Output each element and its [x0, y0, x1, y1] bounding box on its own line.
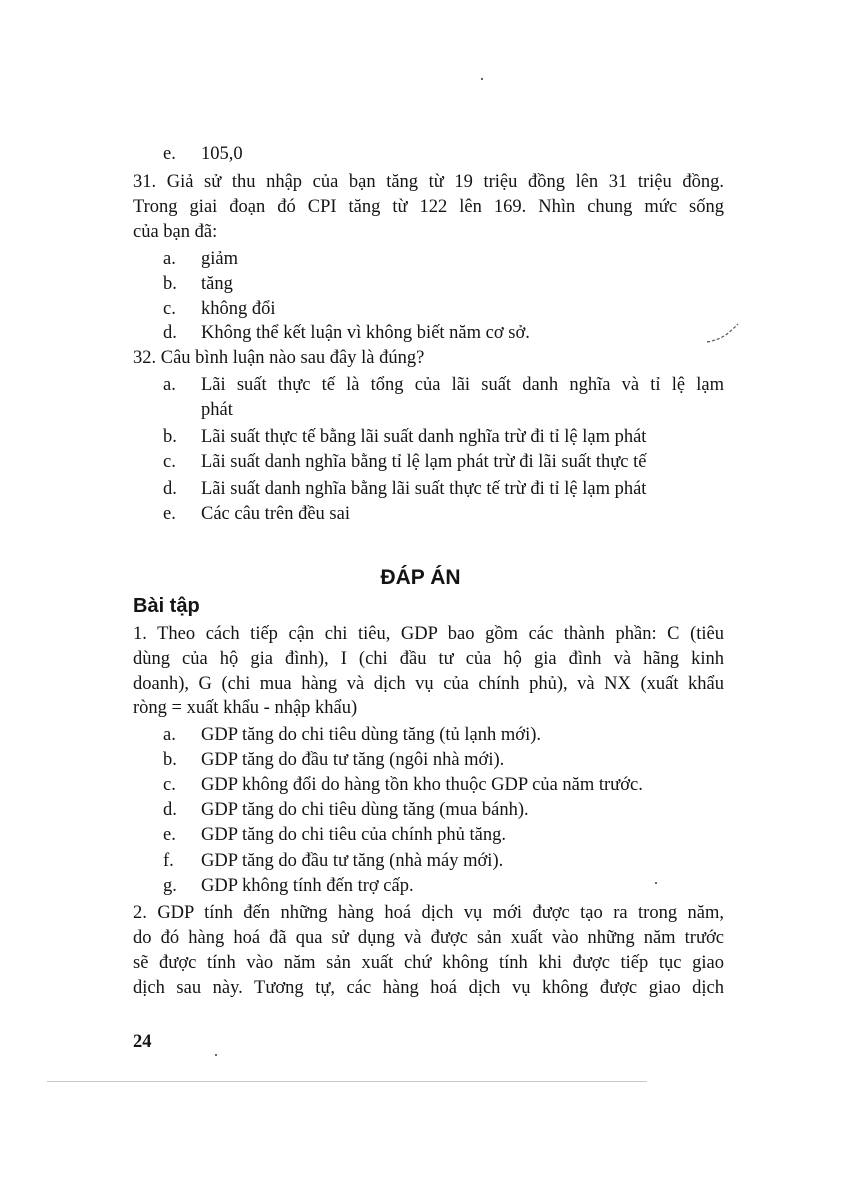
option-label: d.	[163, 323, 177, 343]
option-e-line	[163, 142, 243, 166]
item-text: GDP tăng do đầu tư tăng (nhà máy mới).	[201, 851, 504, 871]
answer-2-line-2: do đó hàng hoá đã qua sử dụng và được sản xuất vào những năm trước	[133, 928, 724, 948]
q32-option-a-continuation: phát	[201, 400, 233, 420]
item-text: GDP không đổi do hàng tồn kho thuộc GDP của năm trước.	[201, 775, 643, 795]
option-text: Lãi suất thực tế bằng lãi suất danh nghĩa trừ đi tỉ lệ lạm phát	[201, 427, 647, 447]
question-32-text: 32. Câu bình luận nào sau đây là đúng?	[133, 348, 425, 368]
item-text: GDP tăng do chi tiêu của chính phủ tăng.	[201, 825, 507, 845]
answers-heading: ĐÁP ÁN	[380, 566, 461, 589]
item-label: g.	[163, 876, 177, 896]
q32-option-d	[163, 477, 646, 501]
option-text: giảm	[201, 249, 238, 269]
item-label: e.	[163, 825, 176, 845]
q32-option-b	[163, 425, 646, 449]
answer-1-item-e	[163, 823, 506, 847]
answer-1-line-4: ròng = xuất khẩu - nhập khẩu)	[133, 698, 358, 718]
section-title: Bài tập	[133, 595, 200, 617]
question-31-line-3: của bạn đã:	[133, 222, 218, 242]
item-label: d.	[163, 800, 177, 820]
q31-option-c	[163, 297, 276, 321]
item-label: c.	[163, 775, 176, 795]
q31-option-b	[163, 272, 233, 296]
question-31-line-2: Trong giai đoạn đó CPI tăng từ 122 lên 169. Nhìn chung mức sống	[133, 197, 724, 217]
option-label: a.	[163, 375, 176, 395]
page-number: 24	[133, 1032, 152, 1052]
option-text: 105,0	[201, 144, 243, 164]
answer-1-line-2: dùng của hộ gia đình), I (chi đầu tư của hộ gia đình và hãng kinh	[133, 649, 724, 669]
option-label: b.	[163, 274, 177, 294]
item-text: GDP tăng do chi tiêu dùng tăng (mua bánh).	[201, 800, 529, 820]
item-text: GDP tăng do đầu tư tăng (ngôi nhà mới).	[201, 750, 505, 770]
option-text: Lãi suất thực tế là tổng của lãi suất danh nghĩa và tỉ lệ lạm	[201, 375, 724, 395]
option-text: không đổi	[201, 299, 276, 319]
item-label: b.	[163, 750, 177, 770]
scan-speck	[655, 882, 657, 884]
scan-speck	[481, 78, 483, 80]
answer-1-item-g	[163, 874, 414, 898]
option-text: Lãi suất danh nghĩa bằng tỉ lệ lạm phát trừ đi lãi suất thực tế	[201, 452, 647, 472]
scan-speck	[215, 1054, 217, 1056]
option-label: c.	[163, 299, 176, 319]
item-text: GDP tăng do chi tiêu dùng tăng (tủ lạnh mới).	[201, 725, 541, 745]
answer-1-line-1: 1. Theo cách tiếp cận chi tiêu, GDP bao gồm các thành phần: C (tiêu	[133, 624, 724, 644]
answer-1-item-f	[163, 849, 503, 873]
option-text: tăng	[201, 274, 233, 294]
option-label: e.	[163, 144, 176, 164]
answer-2-line-3: sẽ được tính vào năm sản xuất chứ không tính khi được tiếp tục giao	[133, 953, 724, 973]
answer-1-item-c	[163, 773, 643, 797]
pencil-mark	[705, 322, 741, 346]
option-label: a.	[163, 249, 176, 269]
option-text: Không thể kết luận vì không biết năm cơ sở.	[201, 323, 530, 343]
q31-option-d	[163, 321, 530, 345]
item-text: GDP không tính đến trợ cấp.	[201, 876, 414, 896]
q31-option-a	[163, 247, 238, 271]
option-label: e.	[163, 504, 176, 524]
option-label: b.	[163, 427, 177, 447]
answer-1-item-b	[163, 748, 504, 772]
footer-rule	[47, 1081, 647, 1082]
q32-option-c	[163, 450, 646, 474]
answer-1-line-3: doanh), G (chi mua hàng và dịch vụ của chính phủ), và NX (xuất khẩu	[133, 674, 724, 694]
q32-option-a	[163, 373, 724, 397]
option-text: Các câu trên đều sai	[201, 504, 350, 524]
answer-1-item-d	[163, 798, 529, 822]
question-31-line-1: 31. Giả sử thu nhập của bạn tăng từ 19 triệu đồng lên 31 triệu đồng.	[133, 172, 724, 192]
option-text: Lãi suất danh nghĩa bằng lãi suất thực tế trừ đi tỉ lệ lạm phát	[201, 479, 647, 499]
q32-option-e	[163, 502, 350, 526]
option-label: d.	[163, 479, 177, 499]
answer-2-line-4: dịch sau này. Tương tự, các hàng hoá dịch vụ không được giao dịch	[133, 978, 724, 998]
item-label: f.	[163, 851, 174, 871]
option-label: c.	[163, 452, 176, 472]
item-label: a.	[163, 725, 176, 745]
answer-2-line-1: 2. GDP tính đến những hàng hoá dịch vụ mới được tạo ra trong năm,	[133, 903, 724, 923]
answer-1-item-a	[163, 723, 541, 747]
